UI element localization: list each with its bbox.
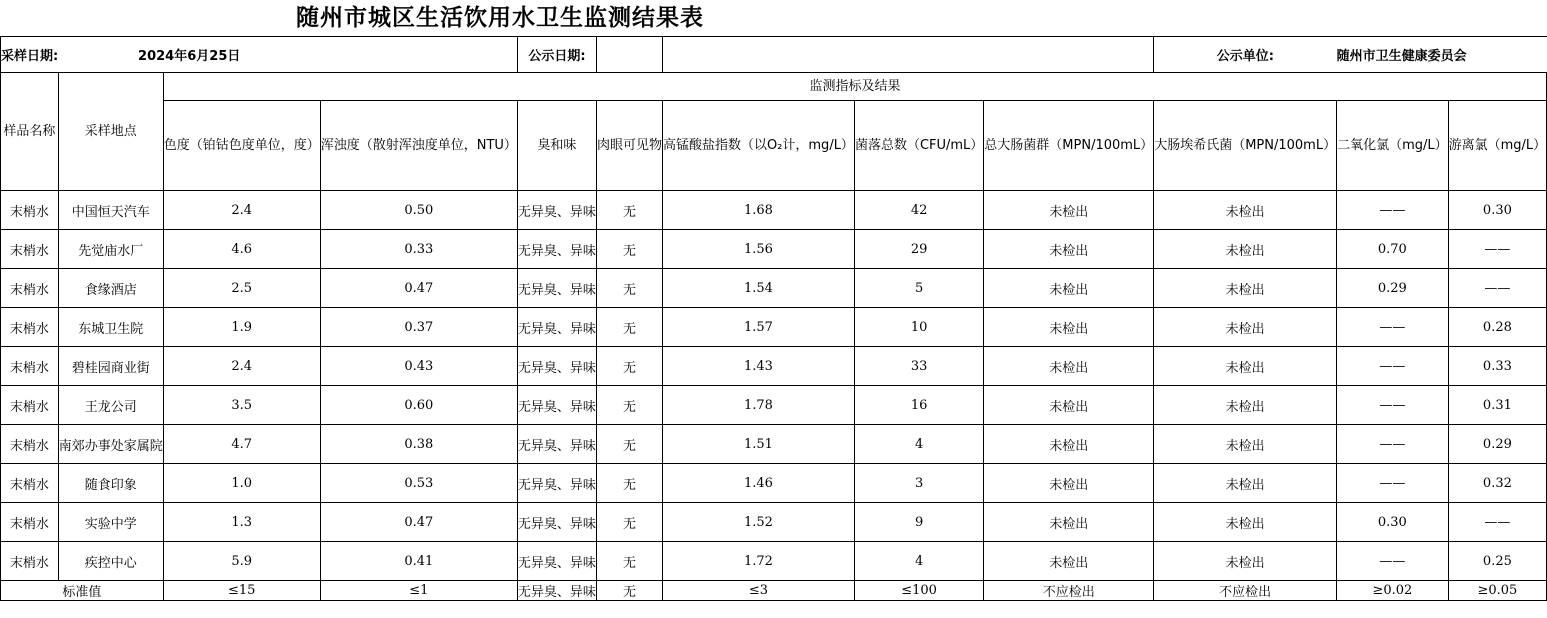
header-colony: 菌落总数（CFU/mL） (854, 101, 983, 191)
cell-turbidity: 0.50 (320, 191, 517, 230)
cell-free-cl: —— (1448, 230, 1547, 269)
cell-turbidity: 0.43 (320, 347, 517, 386)
cell-odor: 无异臭、异味 (517, 464, 596, 503)
header-sample-name: 样品名称 (1, 73, 59, 191)
table-row (1, 386, 1547, 425)
cell-sample-name: 末梢水 (1, 191, 59, 230)
cell-permanganate: 1.68 (662, 191, 854, 230)
cell-clo2: —— (1337, 308, 1449, 347)
standard-coliform: 不应检出 (984, 581, 1154, 601)
cell-location: 碧桂园商业街 (58, 347, 163, 386)
cell-visible: 无 (596, 191, 662, 230)
table-row (1, 191, 1547, 230)
cell-visible: 无 (596, 269, 662, 308)
cell-ecoli: 未检出 (1154, 230, 1337, 269)
table-row (1, 230, 1547, 269)
cell-sample-name: 末梢水 (1, 503, 59, 542)
cell-odor: 无异臭、异味 (517, 542, 596, 581)
cell-color: 2.5 (163, 269, 320, 308)
cell-turbidity: 0.53 (320, 464, 517, 503)
page-title: 随州市城区生活饮用水卫生监测结果表 (296, 5, 704, 31)
cell-sample-name: 末梢水 (1, 542, 59, 581)
cell-colony: 29 (854, 230, 983, 269)
cell-free-cl: 0.30 (1448, 191, 1547, 230)
cell-free-cl: —— (1448, 503, 1547, 542)
cell-location: 中国恒天汽车 (58, 191, 163, 230)
cell-color: 2.4 (163, 347, 320, 386)
publish-date-label: 公示日期: (517, 37, 596, 73)
cell-free-cl: 0.31 (1448, 386, 1547, 425)
cell-clo2: —— (1337, 542, 1449, 581)
cell-permanganate: 1.46 (662, 464, 854, 503)
cell-visible: 无 (596, 425, 662, 464)
cell-location: 实验中学 (58, 503, 163, 542)
cell-ecoli: 未检出 (1154, 542, 1337, 581)
table-row (1, 542, 1547, 581)
cell-odor: 无异臭、异味 (517, 269, 596, 308)
cell-location: 南郊办事处家属院 (58, 425, 163, 464)
publish-date-value (596, 37, 662, 73)
cell-clo2: —— (1337, 191, 1449, 230)
cell-free-cl: 0.33 (1448, 347, 1547, 386)
standard-clo2: ≥0.02 (1337, 581, 1449, 601)
cell-color: 1.9 (163, 308, 320, 347)
header-group: 监测指标及结果 (163, 73, 1546, 101)
cell-colony: 4 (854, 425, 983, 464)
cell-color: 2.4 (163, 191, 320, 230)
header-row (1, 101, 1547, 191)
sampling-date-label: 采样日期: (1, 37, 59, 73)
cell-sample-name: 末梢水 (1, 464, 59, 503)
data-body (1, 191, 1547, 581)
cell-odor: 无异臭、异味 (517, 503, 596, 542)
cell-visible: 无 (596, 542, 662, 581)
cell-clo2: —— (1337, 425, 1449, 464)
cell-coliform: 未检出 (984, 230, 1154, 269)
standard-free-cl: ≥0.05 (1448, 581, 1547, 601)
cell-sample-name: 末梢水 (1, 425, 59, 464)
cell-coliform: 未检出 (984, 269, 1154, 308)
cell-free-cl: 0.25 (1448, 542, 1547, 581)
sampling-date-value: 2024年6月25日 (58, 37, 320, 73)
publisher-value: 随州市卫生健康委员会 (1337, 37, 1547, 73)
cell-coliform: 未检出 (984, 308, 1154, 347)
cell-location: 随食印象 (58, 464, 163, 503)
cell-free-cl: —— (1448, 269, 1547, 308)
cell-clo2: —— (1337, 386, 1449, 425)
cell-odor: 无异臭、异味 (517, 308, 596, 347)
cell-turbidity: 0.37 (320, 308, 517, 347)
cell-color: 1.3 (163, 503, 320, 542)
cell-permanganate: 1.57 (662, 308, 854, 347)
cell-odor: 无异臭、异味 (517, 230, 596, 269)
meta-row (1, 37, 1547, 73)
standard-turbidity: ≤1 (320, 581, 517, 601)
cell-coliform: 未检出 (984, 347, 1154, 386)
cell-color: 1.0 (163, 464, 320, 503)
cell-colony: 5 (854, 269, 983, 308)
header-group-row (1, 73, 1547, 101)
cell-odor: 无异臭、异味 (517, 191, 596, 230)
standard-row (1, 581, 1547, 601)
cell-turbidity: 0.47 (320, 503, 517, 542)
cell-color: 3.5 (163, 386, 320, 425)
cell-clo2: —— (1337, 464, 1449, 503)
cell-ecoli: 未检出 (1154, 425, 1337, 464)
cell-free-cl: 0.32 (1448, 464, 1547, 503)
cell-colony: 4 (854, 542, 983, 581)
cell-location: 先觉庙水厂 (58, 230, 163, 269)
table-row (1, 308, 1547, 347)
meta-blank-2 (662, 37, 1153, 73)
cell-coliform: 未检出 (984, 191, 1154, 230)
cell-permanganate: 1.54 (662, 269, 854, 308)
standard-odor: 无异臭、异味 (517, 581, 596, 601)
cell-coliform: 未检出 (984, 503, 1154, 542)
header-odor: 臭和味 (517, 101, 596, 191)
header-location: 采样地点 (58, 73, 163, 191)
cell-coliform: 未检出 (984, 425, 1154, 464)
cell-colony: 16 (854, 386, 983, 425)
header-free-chlorine: 游离氯（mg/L） (1448, 101, 1547, 191)
standard-visible: 无 (596, 581, 662, 601)
standard-permanganate: ≤3 (662, 581, 854, 601)
cell-sample-name: 末梢水 (1, 230, 59, 269)
cell-coliform: 未检出 (984, 464, 1154, 503)
header-permanganate: 高锰酸盐指数（以O₂计，mg/L） (662, 101, 854, 191)
cell-odor: 无异臭、异味 (517, 386, 596, 425)
cell-visible: 无 (596, 308, 662, 347)
cell-sample-name: 末梢水 (1, 347, 59, 386)
cell-odor: 无异臭、异味 (517, 425, 596, 464)
cell-turbidity: 0.38 (320, 425, 517, 464)
table-row (1, 269, 1547, 308)
cell-permanganate: 1.56 (662, 230, 854, 269)
cell-visible: 无 (596, 503, 662, 542)
cell-permanganate: 1.51 (662, 425, 854, 464)
cell-sample-name: 末梢水 (1, 308, 59, 347)
cell-ecoli: 未检出 (1154, 503, 1337, 542)
cell-location: 王龙公司 (58, 386, 163, 425)
cell-turbidity: 0.41 (320, 542, 517, 581)
cell-visible: 无 (596, 230, 662, 269)
cell-color: 4.7 (163, 425, 320, 464)
header-color: 色度（铂钴色度单位，度） (163, 101, 320, 191)
cell-permanganate: 1.72 (662, 542, 854, 581)
cell-ecoli: 未检出 (1154, 269, 1337, 308)
cell-clo2: —— (1337, 347, 1449, 386)
standard-ecoli: 不应检出 (1154, 581, 1337, 601)
cell-turbidity: 0.33 (320, 230, 517, 269)
table-row (1, 425, 1547, 464)
cell-permanganate: 1.78 (662, 386, 854, 425)
cell-colony: 42 (854, 191, 983, 230)
cell-ecoli: 未检出 (1154, 308, 1337, 347)
cell-odor: 无异臭、异味 (517, 347, 596, 386)
cell-colony: 3 (854, 464, 983, 503)
table-row (1, 503, 1547, 542)
cell-ecoli: 未检出 (1154, 191, 1337, 230)
cell-visible: 无 (596, 464, 662, 503)
table-row (1, 464, 1547, 503)
cell-ecoli: 未检出 (1154, 347, 1337, 386)
cell-color: 4.6 (163, 230, 320, 269)
cell-coliform: 未检出 (984, 542, 1154, 581)
cell-coliform: 未检出 (984, 386, 1154, 425)
meta-blank-1 (320, 37, 517, 73)
results-table (0, 36, 1547, 601)
cell-sample-name: 末梢水 (1, 386, 59, 425)
standard-color: ≤15 (163, 581, 320, 601)
cell-colony: 10 (854, 308, 983, 347)
cell-clo2: 0.29 (1337, 269, 1449, 308)
header-turbidity: 浑浊度（散射浑浊度单位，NTU） (320, 101, 517, 191)
cell-permanganate: 1.43 (662, 347, 854, 386)
cell-colony: 9 (854, 503, 983, 542)
cell-color: 5.9 (163, 542, 320, 581)
header-visible: 肉眼可见物 (596, 101, 662, 191)
header-coliform: 总大肠菌群（MPN/100mL） (984, 101, 1154, 191)
header-chlorine-dioxide: 二氧化氯（mg/L） (1337, 101, 1449, 191)
standard-colony: ≤100 (854, 581, 983, 601)
cell-clo2: 0.70 (1337, 230, 1449, 269)
cell-free-cl: 0.28 (1448, 308, 1547, 347)
cell-location: 疾控中心 (58, 542, 163, 581)
cell-ecoli: 未检出 (1154, 386, 1337, 425)
publisher-label: 公示单位: (1154, 37, 1337, 73)
cell-ecoli: 未检出 (1154, 464, 1337, 503)
cell-free-cl: 0.29 (1448, 425, 1547, 464)
cell-location: 食缘酒店 (58, 269, 163, 308)
cell-turbidity: 0.47 (320, 269, 517, 308)
standard-label: 标准值 (1, 581, 164, 601)
cell-permanganate: 1.52 (662, 503, 854, 542)
cell-location: 东城卫生院 (58, 308, 163, 347)
table-row (1, 347, 1547, 386)
cell-sample-name: 末梢水 (1, 269, 59, 308)
cell-turbidity: 0.60 (320, 386, 517, 425)
cell-visible: 无 (596, 386, 662, 425)
cell-colony: 33 (854, 347, 983, 386)
header-ecoli: 大肠埃希氏菌（MPN/100mL） (1154, 101, 1337, 191)
cell-clo2: 0.30 (1337, 503, 1449, 542)
cell-visible: 无 (596, 347, 662, 386)
